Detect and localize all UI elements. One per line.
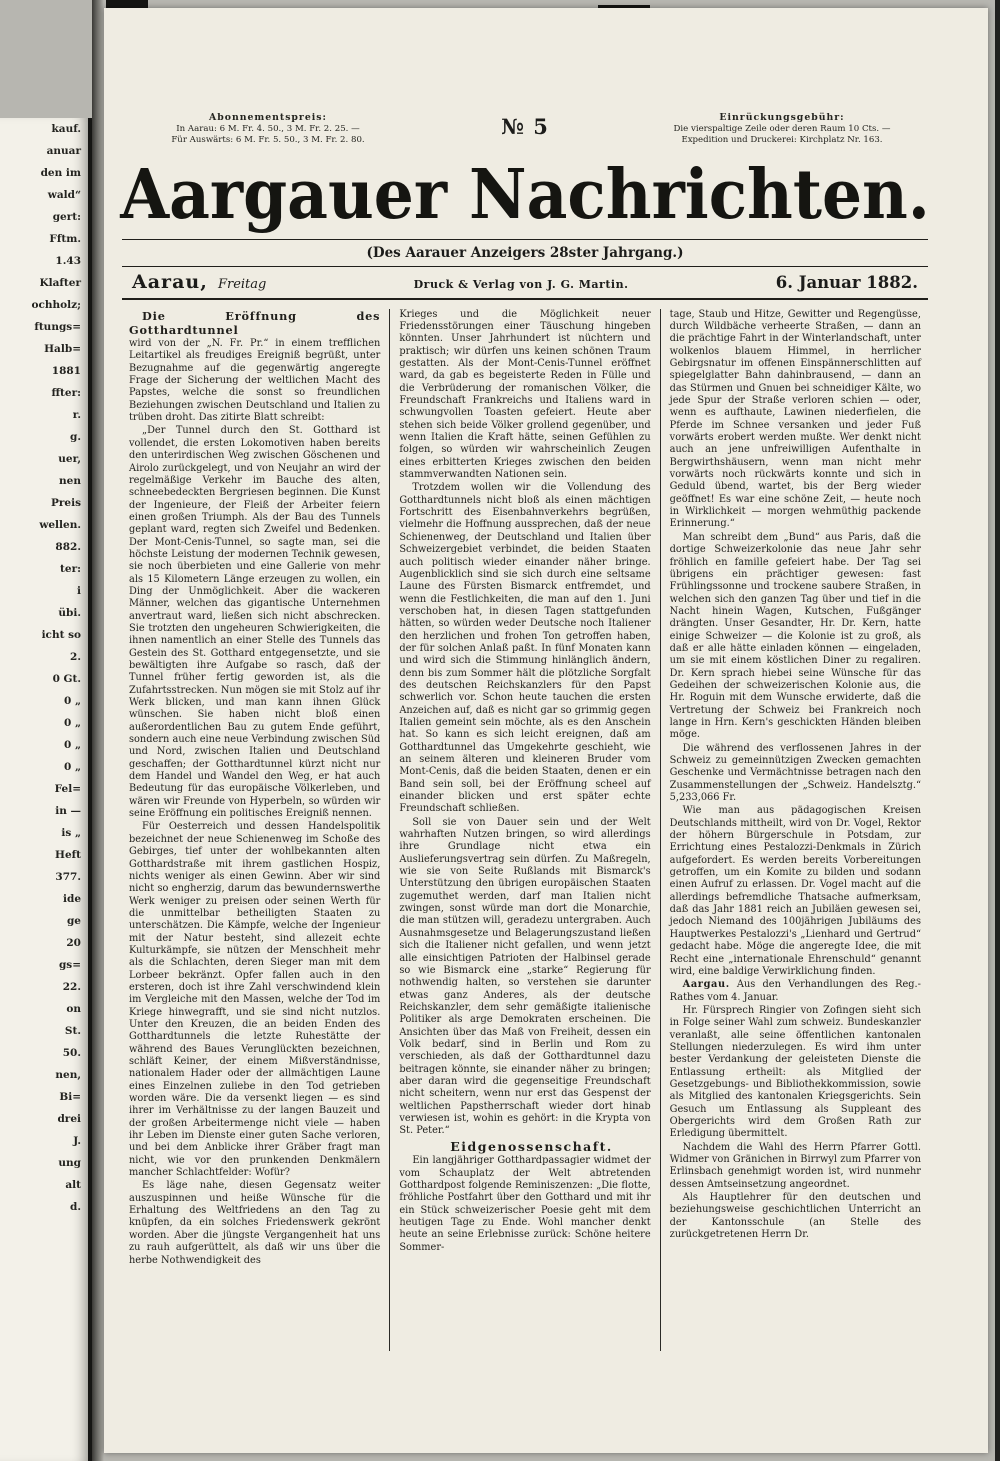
- subscription-heading: Abonnementspreis:: [209, 112, 327, 123]
- aargau-rest: Aus den Verhandlungen des Reg.-Rathes vom 4. Januar.: [669, 979, 921, 1003]
- newspaper-subtitle: (Des Aarauer Anzeigers 28ster Jahrgang.): [366, 244, 684, 261]
- divider-rule: [122, 298, 928, 300]
- issue-number: № 5: [501, 114, 549, 139]
- page-fold-gutter: [92, 0, 104, 1461]
- subscription-line: In Aarau: 6 M. Fr. 4. 50., 3 M. Fr. 2. 25. —: [176, 123, 360, 134]
- paragraph: Krieges und die Möglichkeit neuer Friedensstörungen einer Täuschung hingeben könnten. Unser Jahrhundert ist nüchtern und praktisch; wir dürfen uns keinen schönen Traum gestatten. Als der Mont-Cenis-Tunnel eröffnet ward, da gab es begeisterte Reden in Fülle und die Verbrüderung der romanischen Völker, die Freundschaft Frankreichs und Italiens ward in schwungvollen Toasten gefeiert. Heute aber stehen sich beide Völker grollend gegenüber, und wenn Italien die Kraft hätte, seinen Gefühlen zu folgen, so würden wir wahrscheinlich Zeugen eines erbitterten Krieges zwischen den beiden stammverwandten Nationen sein.: [399, 308, 651, 481]
- masthead-title: Aargauer Nachrichten.: [120, 153, 930, 234]
- insertion-fee-notice: [648, 112, 916, 147]
- dateline-date: 6. Januar 1882.: [775, 272, 918, 292]
- body-columns: [120, 309, 930, 1351]
- paragraph: Man schreibt dem „Bund“ aus Paris, daß die dortige Schweizerkolonie das neue Jahr sehr fröhlich en famille gefeiert habe. Der Tag sei übrigens ein prächtiger gewesen: fast Frühlingssonne und trockene saubere Straßen, in welchen sich den ganzen Tag über und tief in die Nacht hinein Wagen, Kutschen, Fußgänger drängten. Unser Gesandter, Hr. Dr. Kern, hatte einige Schweizer — die Kolonie ist zu groß, als daß er alle hätte einladen können — eingeladen, um sie mit einem köstlichen Diner zu regaliren. Dr. Kern sprach hiebei seine Wünsche für das Gedeihen der schweizerischen Kolonie aus, die Hr. Roguin mit dem Wunsche erwiderte, daß die Vertretung der Schweiz bei Frankreich noch lange in Hrn. Kern's geschickten Händen bleiben möge.: [669, 531, 921, 741]
- paragraph: tage, Staub und Hitze, Gewitter und Regengüsse, durch Wildbäche verheerte Straßen, — dann an die prächtige Fahrt in der Winterlandschaft, unter wolkenlos blauem Himmel, in herrlicher Gebirgsnatur im offenen Einspännerschlitten auf spiegelglatter Bahn dahinbrausend, — dann an das Stürmen und Gnuen bei schneidiger Kälte, wo jede Spur der Straße verloren schien — oder, wenn es aufthaute, Lawinen niederfielen, die Pferde im Schnee versanken und jeder Fuß vorwärts erobert werden mußte. Wer denkt nicht auch an jene unfreiwilligen Aufenthalte in Bergwirthshäusern, wenn man nicht mehr vorwärts noch rückwärts konnte und sich in Geduld übend, wartet, bis der Berg wieder geöffnet! Es war eine schöne Zeit, — heute noch in Wirklichkeit — morgen wehmüthig packende Erinnerung.“: [669, 308, 921, 530]
- scan-right-edge: [995, 0, 1000, 1461]
- paragraph: Ein langjähriger Gotthardpassagier widmet der vom Schauplatz der Welt abtretenden Gotthardpost folgende Reminiszenzen: „Die flotte, fröhliche Postfahrt über den Gotthard und mit ihr ein Stück schweizerischer Poesie geht mit dem heutigen Tage zu Ende. Wohl mancher denkt heute an seine Erlebnisse zurück: Schöne heitere Sommer-: [399, 1155, 651, 1253]
- left-page-fragment: [0, 118, 92, 1461]
- dateline-day: Freitag: [217, 276, 267, 292]
- paragraph: Als Hauptlehrer für den deutschen und beziehungsweise geschichtlichen Unterricht an der Kantonsschule (an Stelle des zurückgetretenen Herrn Dr.: [669, 1192, 921, 1241]
- article-heading: Die Eröffnung des Gotthardtunnel: [129, 308, 381, 337]
- masthead-notice-row: [120, 112, 930, 147]
- dateline-publisher: Druck & Verlag von J. G. Martin.: [413, 277, 629, 291]
- paragraph: Es läge nahe, diesen Gegensatz weiter auszuspinnen und heiße Wünsche für die Erhaltung des Weltfriedens an den Tag zu knüpfen, da ein solches Friedenswerk gekrönt worden. Aber die jüngste Vergangenheit hat uns zu rauh aufgerüttelt, als daß wir uns über die herbe Nothwendigkeit des: [129, 1180, 381, 1266]
- subscription-line: Für Auswärts: 6 M. Fr. 5. 50., 3 M. Fr. 2. 80.: [171, 135, 365, 145]
- insertion-fee-line: Die vierspaltige Zeile oder deren Raum 10 Cts. —: [673, 123, 891, 134]
- newspaper-page: [104, 8, 988, 1453]
- aargau-lead: Aargau.: [682, 979, 730, 991]
- column-2: [389, 309, 659, 1351]
- paragraph: Die während des verflossenen Jahres in der Schweiz zu gemeinnützigen Zwecken gemachten Geschenke und Vermächtnisse betragen nach den Zusammenstellungen der „Schweiz. Handelsztg.“ 5,233,066 Fr.: [669, 742, 921, 804]
- paragraph: „Der Tunnel durch den St. Gotthard ist vollendet, die ersten Lokomotiven haben bereits den unterirdischen Weg zwischen Göschenen und Airolo zurückgelegt, und von Neujahr an wird der regelmäßige Verkehr im Bauche des alten, schneebedeckten Bergriesen beginnen. Die Kunst der Ingenieure, der Fleiß der Arbeiter feiern einen großen Triumph. Als der Bau des Tunnels geplant ward, regten sich Zweifel und Bedenken. Der Mont-Cenis-Tunnel, so sagte man, sei die höchste Leistung der modernen Technik gewesen, sie noch überbieten und eine Gallerie von mehr als 15 Kilometern Länge erzeugen zu wollen, ein Ding der Unmöglichkeit. Aber die wackeren Männer, welchen das gigantische Unternehmen anvertraut ward, ließen sich nicht abschrecken. Sie trotzten den ungeheuren Schwierigkeiten, die ihnen namentlich an einer Stelle des Tunnels das Gestein des St. Gotthard entgegensetzte, und sie bewältigten ihre Aufgabe so rasch, daß der Tunnel früher fertig geworden ist, als die Zufahrtsstrecken. Nun mögen sie mit Stolz auf ihr Werk blicken, und man kann ihnen Glück wünschen. Sie haben nicht bloß einen außerordentlichen Bau zu gutem Ende geführt, sondern auch eine neue Verbindung zwischen Süd und Nord, zwischen Italien und Deutschland geschaffen; der Gotthardtunnel kürzt nicht nur dem Handel und Wandel den Weg, er hat auch Bedeutung für das europäische Völkerleben, und wären wir Freunde von Hyperbeln, so würden wir seine Eröffnung ein politisches Ereigniß nennen.: [129, 425, 381, 820]
- paragraph: Trotzdem wollen wir die Vollendung des Gotthardtunnels nicht bloß als einen mächtigen Fortschritt des Eisenbahnverkehrs begrüßen, vielmehr die Hoffnung aussprechen, daß der neue Schienenweg, der Deutschland und Italien über Schweizergebiet verbindet, die beiden Staaten auch politisch wieder einander näher bringe. Augenblicklich sind sie sich durch eine seltsame Laune des Fürsten Bismarck entfremdet, und wenn die Festlichkeiten, die man auf den 1. Juni verschoben hat, in diesen Tagen stattgefunden hätten, so würden weder Deutsche noch Italiener den herzlichen und frohen Ton getroffen haben, der für solchen Anlaß paßt. In fünf Monaten kann und wird sich die Stimmung hinlänglich ändern, denn bis zum Sommer hält die plötzliche Sorgfalt des deutschen Reichskanzlers für den Papst schwerlich vor. Schon heute tauchen die ersten Anzeichen auf, daß es nicht gar so grimmig gegen Italien gemeint sein möchte, als es den Anschein hat. So kann es sich leicht ereignen, daß am Gotthardtunnel das Umgekehrte geschieht, wie an seinem älteren und kleineren Bruder vom Mont-Cenis, daß die beiden Staaten, denen er ein Band sein soll, bei der Eröffnung scheel auf einander blicken und erst später echte Freundschaft schließen.: [399, 482, 651, 815]
- paragraph: Für Oesterreich und dessen Handelspolitik bezeichnet der neue Schienenweg im Schoße des Gebirges, tief unter der wohlbekannten alten Gotthardstraße mit ihrem gastlichen Hospiz, nichts weniger als einen Gewinn. Aber wir sind nicht so engherzig, darum das bewundernswerthe Werk weniger zu preisen oder seinen Werth für die unmittelbar betheiligten Staaten zu unterschätzen. Die Kämpfe, welche der Ingenieur mit der Natur besteht, sind allezeit echte Kulturkämpfe, sie nützen der Menschheit mehr als die Schlachten, deren Sieger man mit dem Lorbeer bekränzt. Opfer fallen auch in den ersteren, doch ist ihre Zahl verschwindend klein im Vergleiche mit den Massen, welche der Tod im Kriege hinwegrafft, und sie sind nicht nutzlos. Unter den Kreuzen, die an beiden Enden des Gotthardtunnels die letzte Ruhestätte der während des Baues Verunglückten bezeichnen, schläft Keiner, der einem Mißverständnisse, nationalem Hader oder der allmächtigen Laune eines Einzelnen zuliebe in den Tod getrieben worden wäre. Die da versenkt liegen — es sind ihrer im Verhältnisse zu der langen Bauzeit und der großen Arbeitermenge nicht viele — haben ihr Leben im Dienste einer guten Sache verloren, und bei dem Anblicke ihrer Gräber fragt man nicht, wie vor den prunkenden Denkmälern mancher Schlachtfelder: Wofür?: [129, 821, 381, 1179]
- dateline: [120, 267, 930, 298]
- column-3: [660, 309, 930, 1351]
- dateline-left: [132, 271, 266, 293]
- left-page-fragment-text: kauf. anuar den im wald“ gert: Fftm. 1.43 Klafter ochholz; ftungs= Halb= 1881 ffter: r. g. uer, nen Preis wellen. 882. ter: i übi. icht so 2. 0 Gt. 0 „ 0 „ 0 „ 0 „ Fel= in — is „ Heft 377. ide ge 20 gs= 22. on St. 50. nen, Bi= drei J. ung alt d.: [31, 123, 81, 1213]
- insertion-fee-line: Expedition und Druckerei: Kirchplatz Nr. 163.: [681, 135, 883, 145]
- subscription-notice: [134, 112, 402, 147]
- paragraph: wird von der „N. Fr. Pr.“ in einem trefflichen Leitartikel als freudiges Ereigniß begrüßt, unter Bezugnahme auf die gegenwärtig angeregte Frage der Sicherung der weltlichen Macht des Papstes, welche die sonst so freundlichen Beziehungen zwischen Deutschland und Italien zu trüben droht. Das zitirte Blatt schreibt:: [129, 338, 381, 424]
- paragraph: Nachdem die Wahl des Herrn Pfarrer Gottl. Widmer von Gränichen in Birrwyl zum Pfarrer von Erlinsbach genehmigt worden ist, wird nunmehr dessen Amtseinsetzung angeordnet.: [669, 1141, 921, 1190]
- insertion-fee-heading: Einrückungsgebühr:: [719, 112, 845, 123]
- dateline-place: Aarau,: [132, 270, 208, 293]
- section-heading-eidgenossenschaft: Eidgenossenschaft.: [450, 1138, 613, 1154]
- paragraph: Wie man aus pädagogischen Kreisen Deutschlands mittheilt, wird von Dr. Vogel, Rektor der höhern Bürgerschule in Potsdam, zur Errichtung eines Pestalozzi-Denkmals in Zürich aufgefordert. Es werden bereits Vorbereitungen getroffen, um ein Komite zu bilden und sodann einen Aufruf zu erlassen. Dr. Vogel macht auf die allerdings befremdliche Thatsache aufmerksam, daß das Jahr 1881 reich an Jubiläen gewesen sei, jedoch Niemand des 100jährigen Jubiläums des Hauptwerkes Pestalozzi's „Lienhard und Gertrud“ gedacht habe. Möge die angeregte Idee, die mit Recht eine „internationale Ehrenschuld“ genannt wird, eine baldige Verwirklichung finden.: [669, 805, 921, 977]
- paragraph-aargau-heading: [670, 979, 921, 1004]
- paragraph: Soll sie von Dauer sein und der Welt wahrhaften Nutzen bringen, so wird allerdings ihre Grundlage nicht etwa ein Auslieferungsvertrag sein dürfen. Zu Maßregeln, wie sie von Seite Rußlands mit Bismarck's Unterstützung den übrigen europäischen Staaten zugemuthet werden, darf man Italien nicht zwingen, sonst würde man dort die Monarchie, die man stützen will, geradezu untergraben. Auch Ausnahmsgesetze und Belagerungszustand ließen sich die Italiener nicht gefallen, und wenn jetzt alle einsichtigen Patrioten der Halbinsel gerade so wie Bismarck eine „starke“ Regierung für nothwendig halten, so verstehen sie darunter etwas ganz Anderes, als der deutsche Reichskanzler, dem sehr gemäßigte italienische Politiker als arge Demokraten erscheinen. Die Ansichten über das Maß von Freiheit, dessen ein Volk bedarf, sind in Berlin und Rom zu verschieden, als daß der Gotthardtunnel dazu beitragen könnte, sie einander näher zu bringen; aber daran wird die gegenseitige Freundschaft nicht scheitern, wenn nur erst das Gespenst der weltlichen Papstherrschaft wieder dort hinab verwiesen ist, wohin es gehört: in die Krypta von St. Peter.“: [399, 816, 651, 1137]
- paragraph: Hr. Fürsprech Ringier von Zofingen sieht sich in Folge seiner Wahl zum schweiz. Bundeskanzler veranlaßt, alle seine öffentlichen kantonalen Stellungen niederzulegen. Es wird ihm unter bester Verdankung der geleisteten Dienste die Entlassung ertheilt: als Mitglied der Gesetzgebungs- und Bibliothekkommission, sowie als Mitglied des kantonalen Kriegsgerichts. Sein Gesuch um Entlassung als Suppleant des Obergerichts wird dem Großen Rath zur Erledigung übermittelt.: [669, 1004, 921, 1140]
- column-1: [120, 309, 389, 1351]
